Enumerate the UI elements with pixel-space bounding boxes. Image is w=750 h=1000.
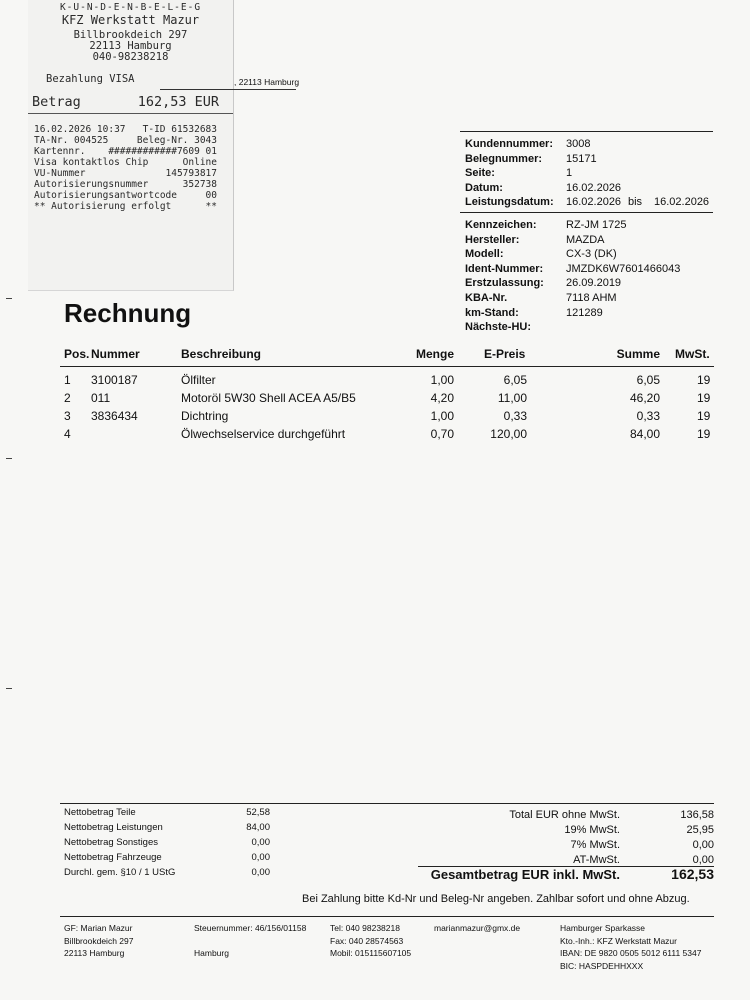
col-header-menge: Menge xyxy=(415,347,454,361)
row-pos: 3 xyxy=(64,409,71,423)
row-beschreibung: Ölwechselservice durchgeführt xyxy=(181,427,346,441)
row-epreis: 0,33 xyxy=(503,409,527,423)
row-epreis: 120,00 xyxy=(490,427,527,441)
receipt-amount xyxy=(32,94,219,110)
row-nummer: 011 xyxy=(91,391,111,405)
footer-bic: BIC: HASPDEHHXXX xyxy=(560,960,644,971)
footer-account-holder: Kto.-Inh.: KFZ Werkstatt Mazur xyxy=(560,935,677,946)
row-nummer: 3836434 xyxy=(91,409,138,423)
row-epreis: 6,05 xyxy=(503,373,527,387)
receipt-line: Kartennr. ############7609 01 xyxy=(34,146,217,157)
footer-rule xyxy=(60,916,714,917)
card-receipt xyxy=(28,0,234,291)
row-beschreibung: Dichtring xyxy=(181,409,229,423)
footer-manager: GF: Marian Mazur xyxy=(64,923,133,933)
footer-email-address: marianmazur@gmx.de xyxy=(434,923,521,933)
row-mwst: 19 xyxy=(697,373,711,387)
footer-tax xyxy=(194,922,306,960)
row-menge: 4,20 xyxy=(430,391,454,405)
footer-mobile: Mobil: 015115607105 xyxy=(330,948,412,958)
row-mwst: 19 xyxy=(697,409,711,423)
total-value: 0,00 xyxy=(692,854,714,866)
net-value: 0,00 xyxy=(251,867,270,878)
footer-email xyxy=(434,922,520,935)
total-value: 0,00 xyxy=(692,839,714,851)
receipt-shop-name: KFZ Werkstatt Mazur xyxy=(61,13,200,27)
info-top-rule xyxy=(460,131,713,132)
summary-top-rule xyxy=(60,803,714,804)
receipt-amount-label: Betrag xyxy=(32,94,81,110)
receipt-divider xyxy=(28,113,233,114)
total-label: AT-MwSt. xyxy=(573,854,620,866)
net-value: 84,00 xyxy=(246,822,270,833)
footer-iban: IBAN: DE 9820 0505 5012 6111 5347 xyxy=(560,948,702,958)
row-menge: 1,00 xyxy=(430,373,454,387)
net-label: Durchl. gem. §10 / 1 UStG xyxy=(64,867,176,878)
receipt-line: ** Autorisierung erfolgt ** xyxy=(34,201,217,212)
net-value: 0,00 xyxy=(251,837,270,848)
row-epreis: 11,00 xyxy=(497,391,527,405)
row-nummer: 3100187 xyxy=(91,373,138,387)
row-menge: 1,00 xyxy=(430,409,454,423)
receipt-payment-method: Bezahlung VISA xyxy=(46,73,135,85)
receipt-header: K-U-N-D-E-N-B-E-L-E-G xyxy=(59,2,202,13)
row-summe: 84,00 xyxy=(629,427,660,441)
row-menge: 0,70 xyxy=(430,427,454,441)
receipt-line: Autorisierungsantwortcode 00 xyxy=(34,190,217,201)
net-label: Nettobetrag Leistungen xyxy=(64,822,163,833)
receipt-amount-value: 162,53 EUR xyxy=(137,94,219,110)
col-header-epreis: E-Preis xyxy=(484,347,526,361)
grand-total-value: 162,53 xyxy=(671,866,714,882)
row-pos: 1 xyxy=(64,373,71,387)
receipt-phone: 040-98238218 xyxy=(92,51,169,63)
footer-phone: Tel: 040 98238218 xyxy=(330,923,400,933)
receipt-line: 16.02.2026 10:37 T-ID 61532683 xyxy=(34,124,217,135)
fold-mark xyxy=(6,688,12,689)
footer-company xyxy=(64,922,133,960)
footer-city: 22113 Hamburg xyxy=(64,948,125,958)
col-header-nummer: Nummer xyxy=(91,347,140,361)
row-summe: 6,05 xyxy=(636,373,660,387)
receipt-line: VU-Nummer 145793817 xyxy=(34,168,217,179)
receipt-street: Billbrookdeich 297 xyxy=(73,29,188,41)
total-value: 136,58 xyxy=(680,809,714,821)
footer-bank-name: Hamburger Sparkasse xyxy=(560,923,646,933)
info-mid-rule xyxy=(460,212,713,213)
col-header-mwst: MwSt. xyxy=(675,347,710,361)
total-label: Total EUR ohne MwSt. xyxy=(509,809,620,821)
col-header-pos: Pos. xyxy=(64,347,90,361)
receipt-city: 22113 Hamburg xyxy=(89,40,172,52)
letterhead-underline xyxy=(160,89,296,90)
grand-total-label: Gesamtbetrag EUR inkl. MwSt. xyxy=(430,867,620,882)
footer-tax-number: Steuernummer: 46/156/01158 xyxy=(194,923,307,933)
col-header-beschreibung: Beschreibung xyxy=(181,347,262,361)
fold-mark xyxy=(6,458,12,459)
receipt-line: TA-Nr. 004525 Beleg-Nr. 3043 xyxy=(34,135,217,146)
row-summe: 0,33 xyxy=(636,409,660,423)
row-summe: 46,20 xyxy=(629,391,660,405)
invoice-title: Rechnung xyxy=(64,298,192,328)
net-value: 52,58 xyxy=(246,807,270,818)
net-value: 0,00 xyxy=(251,852,270,863)
row-mwst: 19 xyxy=(697,427,711,441)
vehicle-info: Kennzeichen: RZ-JM 1725 Hersteller: MAZDA Modell: CX-3 (DK) Ident-Nummer: JMZDK6W7601466043 Erstzulassung: 26.09.2019 KBA-Nr. 7118 AHM km-Stand: 121289 Nächste-HU: xyxy=(465,219,681,334)
row-pos: 4 xyxy=(64,427,71,441)
footer-bank xyxy=(560,922,701,972)
net-label: Nettobetrag Teile xyxy=(64,807,136,818)
table-header-rule xyxy=(60,366,714,367)
row-mwst: 19 xyxy=(697,391,711,405)
row-pos: 2 xyxy=(64,391,71,405)
net-label: Nettobetrag Fahrzeuge xyxy=(64,852,162,863)
net-label: Nettobetrag Sonstiges xyxy=(64,837,159,848)
receipt-line: Visa kontaktlos Chip Online xyxy=(34,157,217,168)
total-label: 7% MwSt. xyxy=(570,839,620,851)
footer-tax-office: Hamburg xyxy=(194,948,229,958)
row-beschreibung: Motoröl 5W30 Shell ACEA A5/B5 xyxy=(181,391,356,405)
total-label: 19% MwSt. xyxy=(564,824,620,836)
footer-street: Billbrookdeich 297 xyxy=(64,935,134,946)
payment-note: Bei Zahlung bitte Kd-Nr und Beleg-Nr angeben. Zahlbar sofort und ohne Abzug. xyxy=(302,893,690,905)
footer-contact xyxy=(330,922,411,960)
customer-info: Kundennummer: 3008 Belegnummer: 15171 Seite: 1 Datum: 16.02.2026 Leistungsdatum: 16.02.2026 bis 16.02.2026 xyxy=(465,138,710,209)
fold-mark xyxy=(6,298,12,299)
letterhead-address: , 22113 Hamburg xyxy=(234,77,300,87)
total-value: 25,95 xyxy=(686,824,714,836)
receipt-line: Autorisierungsnummer 352738 xyxy=(34,179,217,190)
footer-fax: Fax: 040 28574563 xyxy=(330,935,404,946)
col-header-summe: Summe xyxy=(616,347,660,361)
row-beschreibung: Ölfilter xyxy=(181,373,216,387)
